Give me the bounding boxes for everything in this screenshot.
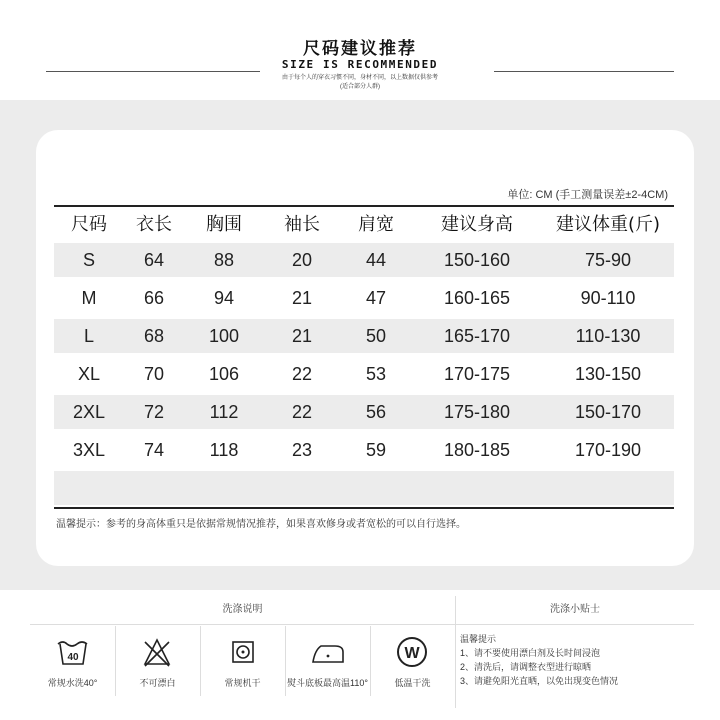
shoulder-cell: 56 xyxy=(365,402,387,422)
unit-note: 单位: CM (手工测量误差±2-4CM) xyxy=(507,189,668,201)
sleeve-cell: 21 xyxy=(291,288,313,308)
height-cell: 150-160 xyxy=(443,250,511,270)
disclaimer-line-1: 由于每个人的穿衣习惯不同，身材不同，以上数据仅供参考 xyxy=(281,75,438,81)
wash-40-icon xyxy=(30,634,115,670)
wet-clean-letter: W xyxy=(404,645,420,662)
wash-tips xyxy=(460,632,694,702)
length-cell: 70 xyxy=(143,364,165,384)
wash-temperature: 40 xyxy=(67,652,79,663)
table-row-empty xyxy=(54,471,674,505)
size-cell: M xyxy=(81,288,97,308)
shoulder-cell: 53 xyxy=(365,364,387,384)
page-title: 尺码建议推荐 xyxy=(303,39,417,59)
fit-tip: 温馨提示：参考的身高体重只是依据常规情况推荐，如果喜欢修身或者宽松的可以自行选择。 xyxy=(56,519,466,530)
care-icons-row xyxy=(30,626,455,696)
care-divider xyxy=(30,624,694,625)
no-bleach-icon xyxy=(115,634,200,670)
care-label: 低温干洗 xyxy=(394,678,431,688)
wash-tips-heading: 洗涤小贴士 xyxy=(550,604,600,615)
tip-item: 3、请避免阳光直晒，以免出现变色情况 xyxy=(460,676,619,686)
table-row xyxy=(54,433,674,467)
weight-cell: 170-190 xyxy=(574,440,642,460)
table-top-rule xyxy=(54,205,674,207)
table-row xyxy=(54,281,674,315)
col-header-size: 尺码 xyxy=(71,214,107,235)
col-header-height: 建议身高 xyxy=(441,214,513,235)
tip-item: 1、请不要使用漂白剂及长时间浸泡 xyxy=(460,648,601,658)
care-item-clean xyxy=(370,626,455,696)
iron-icon xyxy=(285,634,370,670)
size-cell: XL xyxy=(77,364,101,384)
tips-title: 温馨提示 xyxy=(460,634,497,644)
header xyxy=(0,0,720,100)
tumble-dry-icon xyxy=(200,634,285,670)
weight-cell: 75-90 xyxy=(584,250,632,270)
care-item-wash xyxy=(30,626,116,696)
tip-item: 2、清洗后，请调整衣型进行晾晒 xyxy=(460,662,592,672)
care-label: 熨斗底板最高温110° xyxy=(287,678,368,688)
sleeve-cell: 21 xyxy=(291,326,313,346)
length-cell: 74 xyxy=(143,440,165,460)
chest-cell: 100 xyxy=(208,326,240,346)
col-header-sleeve: 袖长 xyxy=(284,214,320,235)
care-item-dry xyxy=(200,626,286,696)
shoulder-cell: 59 xyxy=(365,440,387,460)
table-bottom-rule xyxy=(54,507,674,509)
care-label: 常规机干 xyxy=(224,678,261,688)
disclaimer-line-2: (适合部分人群) xyxy=(340,84,380,90)
height-cell: 165-170 xyxy=(443,326,511,346)
table-row xyxy=(54,395,674,429)
chest-cell: 112 xyxy=(209,402,239,422)
size-cell: 2XL xyxy=(72,402,106,422)
height-cell: 175-180 xyxy=(443,402,511,422)
table-row xyxy=(54,243,674,277)
height-cell: 180-185 xyxy=(443,440,511,460)
weight-cell: 90-110 xyxy=(580,288,636,308)
size-cell: S xyxy=(82,250,95,270)
chest-cell: 118 xyxy=(209,440,239,460)
size-chart-card xyxy=(36,130,694,566)
table-header-row xyxy=(54,208,674,242)
col-header-length: 衣长 xyxy=(136,214,172,235)
page-subtitle: SIZE IS RECOMMENDED xyxy=(281,58,439,71)
sleeve-cell: 20 xyxy=(291,250,313,270)
wash-instructions-heading: 洗涤说明 xyxy=(222,604,263,615)
care-label: 不可漂白 xyxy=(139,678,176,688)
shoulder-cell: 50 xyxy=(365,326,387,346)
chest-cell: 94 xyxy=(213,288,235,308)
care-section xyxy=(30,596,694,720)
size-cell: 3XL xyxy=(72,440,106,460)
size-cell: L xyxy=(83,326,94,346)
shoulder-cell: 44 xyxy=(365,250,387,270)
title-rule-right xyxy=(494,71,674,72)
length-cell: 72 xyxy=(143,402,165,422)
table-row xyxy=(54,357,674,391)
sleeve-cell: 23 xyxy=(291,440,313,460)
wet-clean-icon xyxy=(370,634,455,670)
height-cell: 170-175 xyxy=(443,364,511,384)
sleeve-cell: 22 xyxy=(291,364,313,384)
length-cell: 64 xyxy=(143,250,165,270)
height-cell: 160-165 xyxy=(443,288,511,308)
table-row xyxy=(54,319,674,353)
col-header-shoulder: 肩宽 xyxy=(358,214,394,235)
weight-cell: 150-170 xyxy=(574,402,642,422)
col-header-chest: 胸围 xyxy=(206,214,242,235)
length-cell: 68 xyxy=(143,326,165,346)
chest-cell: 88 xyxy=(213,250,235,270)
title-rule-left xyxy=(46,71,260,72)
col-header-weight: 建议体重(斤) xyxy=(555,214,661,235)
length-cell: 66 xyxy=(143,288,165,308)
care-label: 常规水洗40° xyxy=(47,678,98,688)
care-item-iron xyxy=(285,626,371,696)
shoulder-cell: 47 xyxy=(365,288,387,308)
chest-cell: 106 xyxy=(208,364,240,384)
sleeve-cell: 22 xyxy=(291,402,313,422)
weight-cell: 110-130 xyxy=(575,326,641,346)
care-item-bleach xyxy=(115,626,201,696)
weight-cell: 130-150 xyxy=(574,364,642,384)
